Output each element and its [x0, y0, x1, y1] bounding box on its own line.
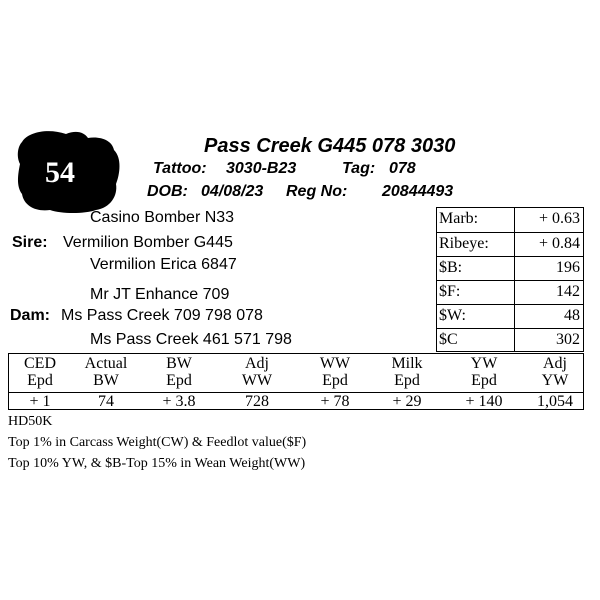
epd-header: YW Epd — [470, 355, 498, 389]
side-value: 196 — [556, 259, 580, 276]
epd-header: Adj YW — [541, 355, 569, 389]
side-label: Ribeye: — [437, 233, 515, 256]
tattoo-value: 3030-B23 — [226, 160, 297, 177]
dam-name: Ms Pass Creek 709 798 078 — [61, 307, 263, 324]
epd-col-actual-bw — [71, 354, 141, 409]
side-row-w — [437, 304, 583, 328]
epd-header: WW Epd — [319, 355, 351, 389]
lot-number: 54 — [45, 156, 75, 189]
side-label: $F: — [437, 281, 515, 304]
note-line: HD50K — [8, 414, 53, 429]
note-line: Top 1% in Carcass Weight(CW) & Feedlot value($F) — [8, 435, 307, 450]
side-value: + 0.84 — [538, 235, 580, 252]
epd-value: + 29 — [392, 393, 422, 410]
epd-value: 1,054 — [537, 393, 573, 410]
dam-sire: Mr JT Enhance 709 — [90, 286, 230, 303]
epd-value: + 3.8 — [162, 393, 196, 410]
side-label: $C — [437, 329, 515, 352]
side-label: $W: — [437, 305, 515, 328]
epd-header: Milk Epd — [391, 355, 423, 389]
tattoo-label: Tattoo: — [153, 160, 207, 177]
epd-header: CED Epd — [24, 355, 56, 389]
epd-table — [8, 353, 584, 410]
epd-value: 74 — [98, 393, 114, 410]
side-row-b — [437, 256, 583, 280]
side-epd-table — [436, 207, 584, 352]
side-label: $B: — [437, 257, 515, 280]
side-row-marb — [437, 208, 583, 232]
side-row-f — [437, 280, 583, 304]
tag-value: 078 — [389, 160, 416, 177]
side-label: Marb: — [437, 208, 515, 232]
epd-value: + 1 — [29, 393, 51, 410]
side-row-c — [437, 328, 583, 352]
epd-header: Actual BW — [84, 355, 128, 389]
dam-dam: Ms Pass Creek 461 571 798 — [90, 331, 292, 348]
side-value: + 0.63 — [538, 210, 580, 227]
epd-col-yw-epd — [441, 354, 527, 409]
reg-label: Reg No: — [286, 183, 348, 200]
epd-value: 728 — [245, 393, 269, 410]
tag-label: Tag: — [342, 160, 376, 177]
epd-col-ced — [9, 354, 71, 409]
dam-label: Dam: — [10, 307, 51, 324]
epd-value: + 78 — [320, 393, 350, 410]
epd-col-adj-yw — [527, 354, 583, 409]
animal-name: Pass Creek G445 078 3030 — [204, 135, 456, 157]
epd-header: BW Epd — [166, 355, 192, 389]
dob-value: 04/08/23 — [201, 183, 264, 200]
side-value: 48 — [564, 307, 580, 324]
reg-value: 20844493 — [382, 183, 454, 200]
side-row-ribeye — [437, 232, 583, 256]
side-value: 142 — [556, 283, 580, 300]
epd-header: Adj WW — [241, 355, 273, 389]
sire-dam: Vermilion Erica 6847 — [90, 256, 237, 273]
note-line: Top 10% YW, & $B-Top 15% in Wean Weight(WW) — [8, 456, 306, 471]
epd-value: + 140 — [465, 393, 503, 410]
epd-col-bw-epd — [141, 354, 217, 409]
epd-col-adj-ww — [217, 354, 297, 409]
epd-col-ww-epd — [297, 354, 373, 409]
side-value: 302 — [556, 331, 580, 348]
sire-name: Vermilion Bomber G445 — [63, 234, 233, 251]
epd-col-milk-epd — [373, 354, 441, 409]
sire-sire: Casino Bomber N33 — [90, 209, 235, 226]
dob-label: DOB: — [147, 183, 188, 200]
sire-label: Sire: — [12, 234, 48, 251]
